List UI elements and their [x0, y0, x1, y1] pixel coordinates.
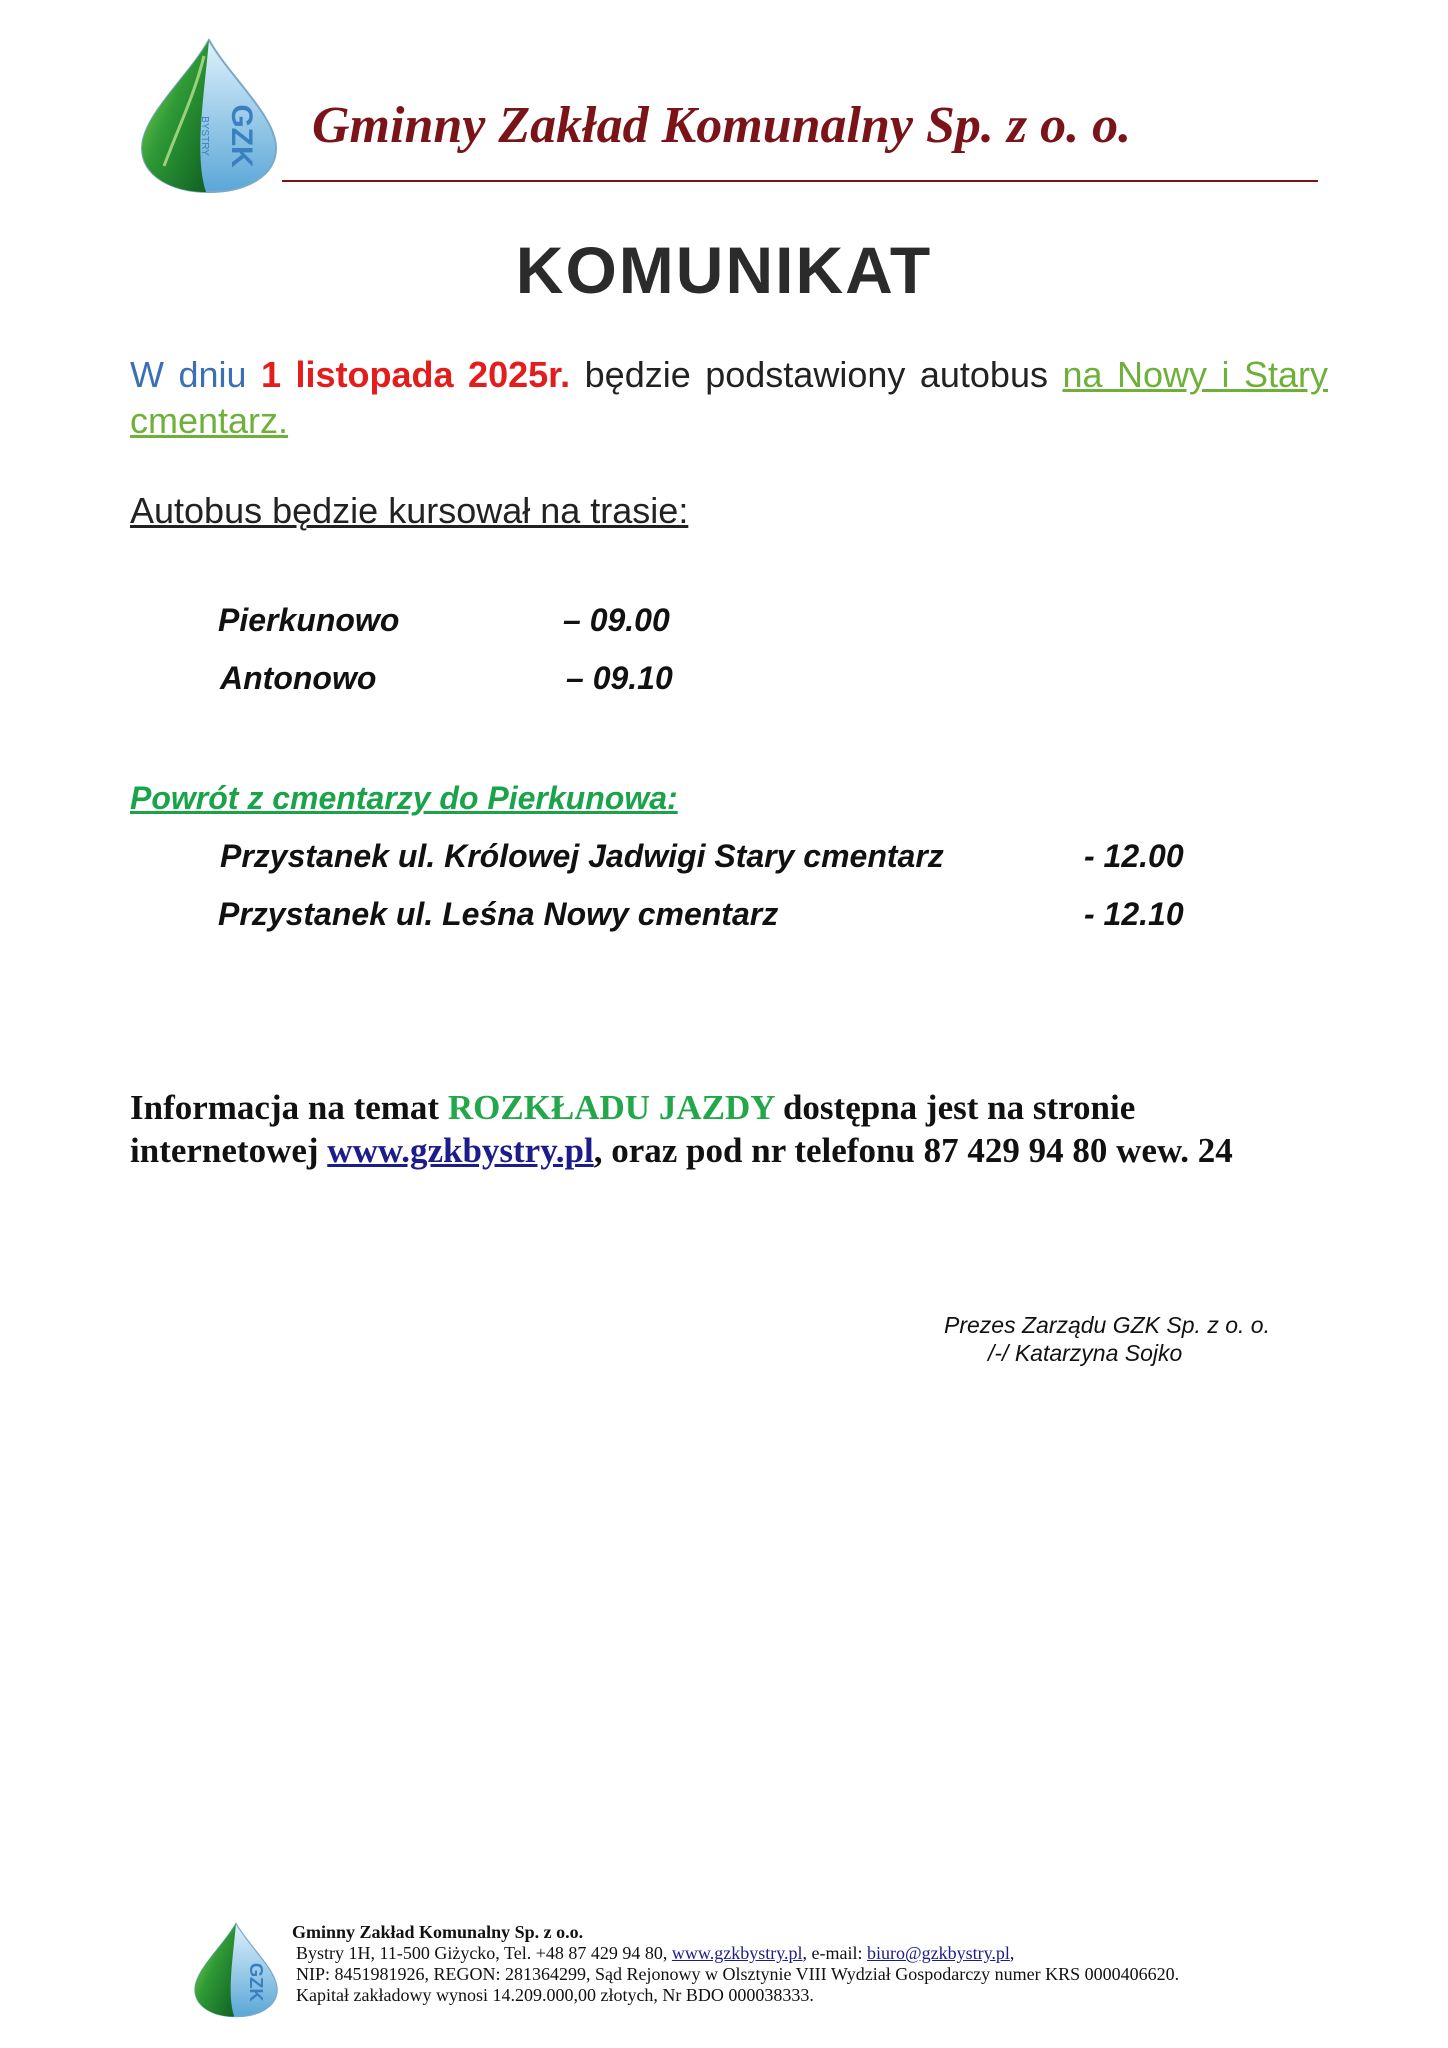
outbound-stop-time: – 09.10: [566, 660, 673, 696]
signature-role: Prezes Zarządu GZK Sp. z o. o.: [944, 1312, 1270, 1338]
website-link[interactable]: www.gzkbystry.pl: [327, 1131, 594, 1170]
return-stop-time: - 12.00: [1084, 838, 1184, 874]
outbound-stop-name: Pierkunowo: [218, 602, 400, 638]
info-highlight: ROZKŁADU JAZDY: [447, 1088, 775, 1127]
return-stop-name: Przystanek ul. Królowej Jadwigi Stary cmentarz: [220, 838, 944, 874]
info-text-middle: dostępna jest na stronie internetowej: [130, 1088, 1136, 1170]
footer-capital-line: Kapitał zakładowy wynosi 14.209.000,00 złotych, Nr BDO 000038333.: [296, 1985, 814, 2005]
page-title: KOMUNIKAT: [515, 233, 933, 307]
logo-subtext: BYSTRY: [199, 116, 210, 156]
footer-logo: [190, 1920, 282, 2020]
footer-address-line: [292, 1943, 1179, 1964]
footer-logo-text: GZK: [246, 1962, 268, 2002]
company-name: Gminny Zakład Komunalny Sp. z o. o.: [312, 97, 1132, 154]
footer-email-link[interactable]: biuro@gzkbystry.pl: [867, 1943, 1010, 1963]
footer-registry-line: NIP: 8451981926, REGON: 281364299, Sąd Rejonowy w Olsztynie VIII Wydział Gospodarczy numer KRS 0000406620.: [296, 1964, 1180, 1984]
route-heading: Autobus będzie kursował na trasie:: [130, 490, 689, 531]
footer-company-name: Gminny Zakład Komunalny Sp. z o.o.: [292, 1922, 584, 1942]
footer: [292, 1922, 1179, 2006]
signature-name: /-/ Katarzyna Sojko: [988, 1340, 1183, 1366]
outbound-stop-name: Antonowo: [220, 660, 377, 696]
return-stop-time: - 12.10: [1084, 896, 1184, 932]
info-text-start: Informacja na temat: [130, 1088, 448, 1127]
intro-date: 1 listopada 2025r.: [261, 354, 571, 395]
company-logo: [134, 36, 284, 196]
intro-destination: na Nowy i Stary cmentarz.: [130, 354, 1329, 441]
info-text-end: , oraz pod nr telefonu 87 429 94 80 wew. 24: [593, 1131, 1233, 1170]
return-stop-name: Przystanek ul. Leśna Nowy cmentarz: [218, 896, 779, 932]
intro-paragraph: [130, 352, 1328, 444]
intro-text-start: W dniu: [130, 354, 262, 395]
outbound-stop-time: – 09.00: [563, 602, 670, 638]
footer-comma: ,: [1009, 1943, 1015, 1963]
footer-address: Bystry 1H, 11-500 Giżycko, Tel. +48 87 429 94 80,: [296, 1943, 672, 1963]
return-heading: Powrót z cmentarzy do Pierkunowa:: [130, 780, 678, 816]
footer-email-label: , e-mail:: [802, 1943, 868, 1963]
footer-website-link[interactable]: www.gzkbystry.pl: [671, 1943, 803, 1963]
header-divider: [282, 180, 1318, 182]
intro-text-middle: będzie podstawiony autobus: [570, 354, 1063, 395]
logo-text: GZK: [225, 104, 258, 168]
info-paragraph: [130, 1086, 1330, 1172]
